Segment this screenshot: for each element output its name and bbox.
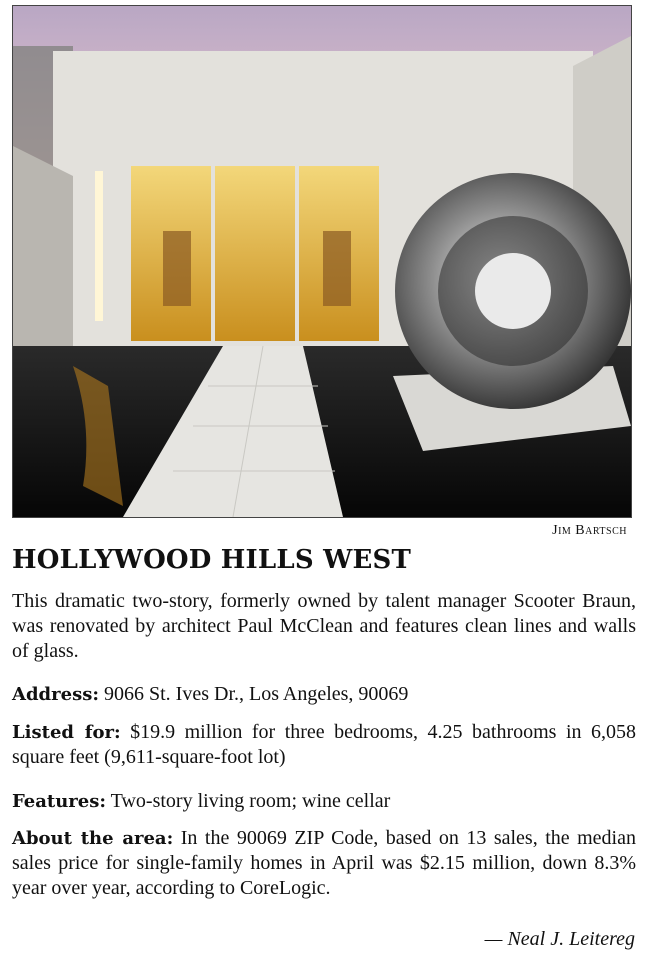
address-line (12, 682, 636, 707)
listed-label: Listed for: (12, 722, 121, 743)
listed-value: $19.9 million for three bedrooms, 4.25 bathrooms in 6,058 square feet (9,611-square-foot lot) (12, 721, 637, 768)
address-value: 9066 St. Ives Dr., Los Angeles, 90069 (104, 683, 409, 705)
lead-paragraph: This dramatic two-story, formerly owned by talent manager Scooter Braun, was renovated by architect Paul McClean and features clean lines and walls of glass. (12, 590, 636, 662)
area-paragraph (12, 826, 636, 901)
area-value: In the 90069 ZIP Code, based on 13 sales, the median sales price for single-family homes in April was $2.15 million, down 8.3% year over year, according to CoreLogic. (12, 827, 636, 899)
house-photo-illustration (13, 6, 631, 517)
glass-door-center (215, 166, 295, 341)
listed-line (12, 720, 636, 770)
area-label: About the area: (12, 828, 174, 849)
left-light-strip (95, 171, 103, 321)
byline: — Neal J. Leitereg (484, 928, 635, 950)
photo-credit: Jim Bartsch (552, 523, 627, 538)
headline: HOLLYWOOD HILLS WEST (12, 545, 412, 575)
features-line (12, 789, 636, 814)
house-photo (12, 5, 632, 518)
features-label: Features: (12, 791, 107, 812)
features-value: Two-story living room; wine cellar (110, 790, 391, 812)
address-label: Address: (12, 684, 99, 705)
